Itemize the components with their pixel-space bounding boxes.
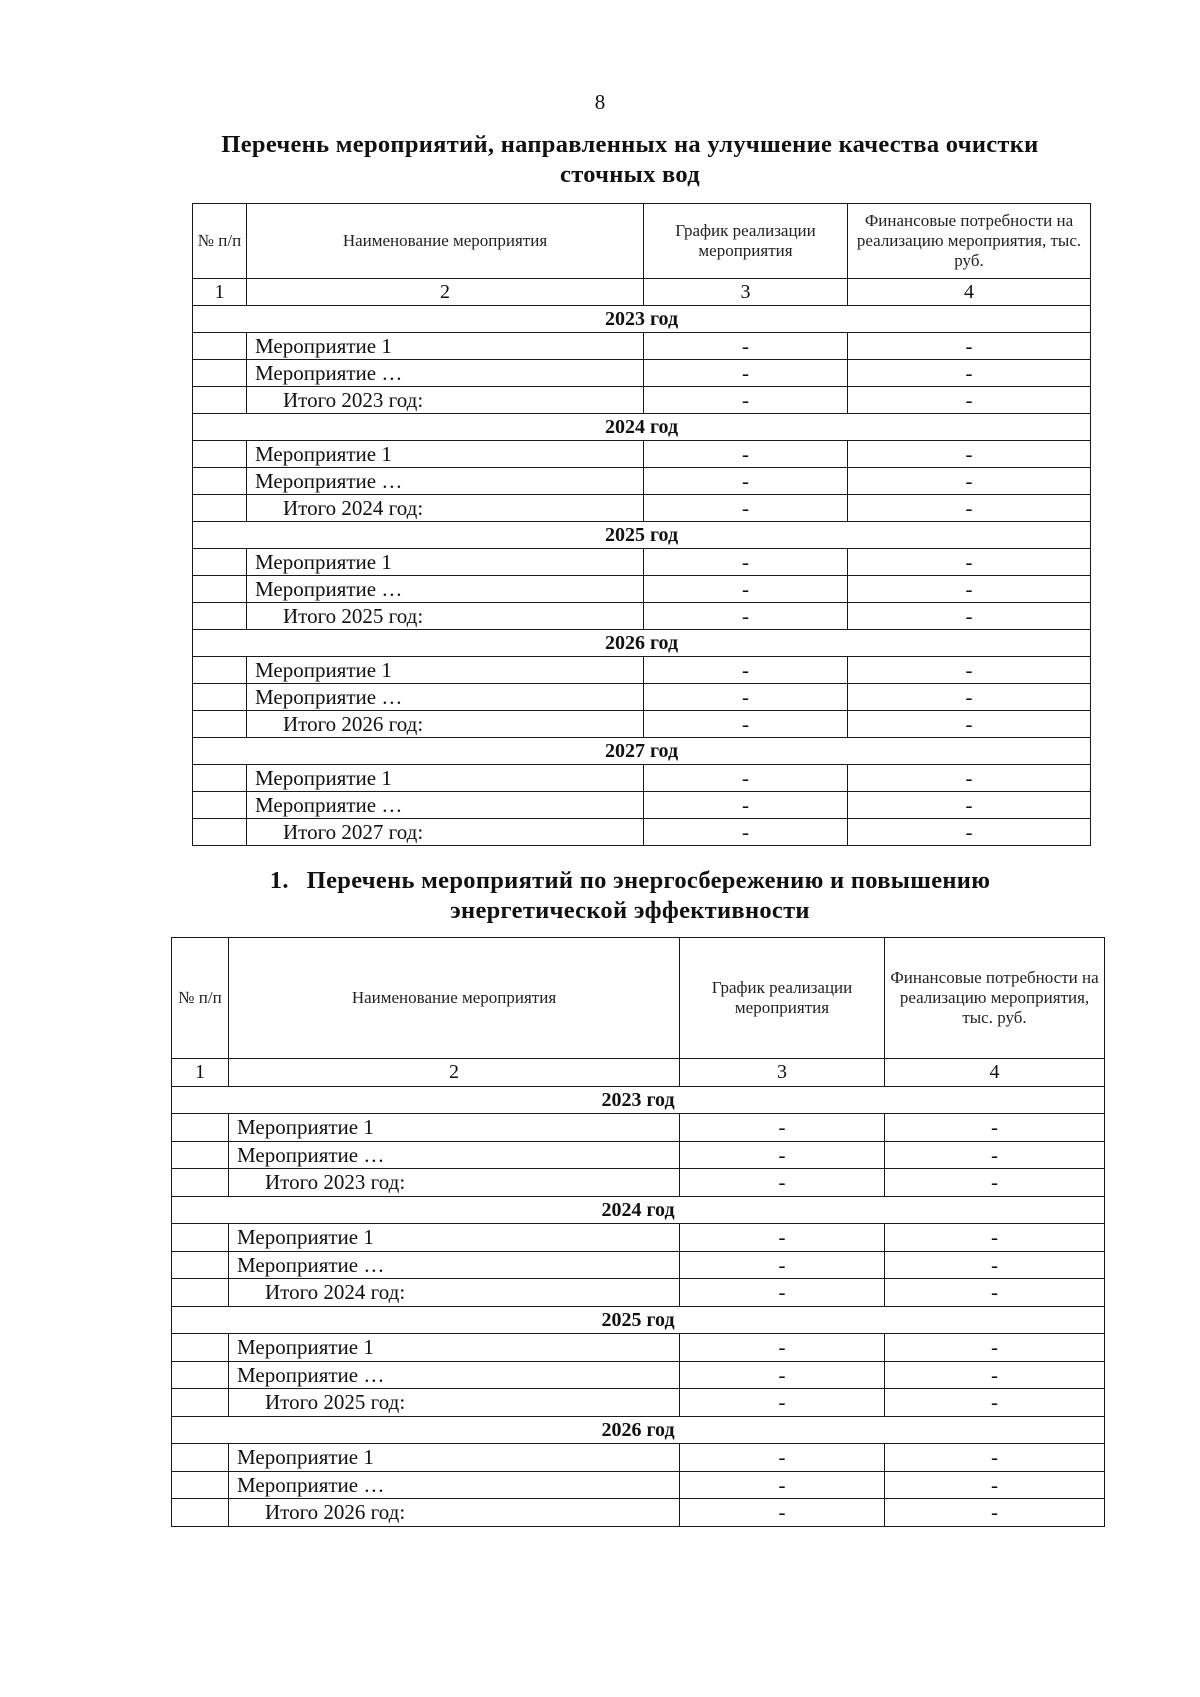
year-heading: 2024 год [172,1196,1105,1224]
schedule-value: - [644,576,848,603]
row-number [172,1389,229,1417]
header-measure-name: Наименование мероприятия [247,204,644,279]
year-heading: 2026 год [193,630,1091,657]
table-header-row [172,938,1105,1059]
schedule-value: - [680,1334,885,1362]
row-number [193,819,247,846]
row-number [193,441,247,468]
finance-value: - [885,1251,1105,1279]
row-number [193,603,247,630]
row-number [172,1141,229,1169]
year-row [172,1196,1105,1224]
table-row [193,549,1091,576]
table-row [193,333,1091,360]
finance-value: - [885,1389,1105,1417]
row-number [193,711,247,738]
finance-value: - [848,549,1091,576]
year-heading: 2026 год [172,1416,1105,1444]
header-finance: Финансовые потребности на реализацию мероприятия, тыс. руб. [848,204,1091,279]
year-heading: 2024 год [193,414,1091,441]
measure-name: Мероприятие … [229,1361,680,1389]
table-row [172,1471,1105,1499]
energy-measures-table [171,937,1105,1527]
finance-value: - [848,603,1091,630]
schedule-value: - [644,333,848,360]
measure-name: Мероприятие … [247,576,644,603]
year-row [193,738,1091,765]
schedule-value: - [644,711,848,738]
finance-value: - [885,1471,1105,1499]
total-label: Итого 2026 год: [247,711,644,738]
measure-name: Мероприятие 1 [247,333,644,360]
year-row [193,306,1091,333]
row-number [172,1471,229,1499]
year-heading: 2023 год [193,306,1091,333]
total-row [172,1499,1105,1527]
table-row [172,1444,1105,1472]
year-row [172,1306,1105,1334]
schedule-value: - [680,1224,885,1252]
column-number: 3 [644,279,848,306]
measure-name: Мероприятие 1 [247,441,644,468]
schedule-value: - [644,468,848,495]
section-title-wastewater: Перечень мероприятий, направленных на улучшение качества очистки сточных вод [221,131,1039,188]
total-label: Итого 2026 год: [229,1499,680,1527]
measure-name: Мероприятие … [247,684,644,711]
column-number: 4 [885,1059,1105,1087]
year-heading: 2023 год [172,1086,1105,1114]
column-number: 1 [193,279,247,306]
schedule-value: - [644,387,848,414]
section-title-text: Перечень мероприятий по энергосбережению и повышению энергетической эффективности [306,867,991,924]
finance-value: - [848,441,1091,468]
schedule-value: - [644,819,848,846]
header-schedule: График реализации мероприятия [644,204,848,279]
table-row [193,576,1091,603]
finance-value: - [885,1169,1105,1197]
row-number [193,657,247,684]
schedule-value: - [680,1279,885,1307]
schedule-value: - [644,792,848,819]
total-label: Итого 2024 год: [247,495,644,522]
table-row [172,1224,1105,1252]
schedule-value: - [644,603,848,630]
column-number: 2 [229,1059,680,1087]
schedule-value: - [644,441,848,468]
column-number-row [172,1059,1105,1087]
schedule-value: - [680,1114,885,1142]
finance-value: - [848,765,1091,792]
total-label: Итого 2023 год: [229,1169,680,1197]
year-row [172,1416,1105,1444]
row-number [193,360,247,387]
table-row [193,657,1091,684]
header-measure-name: Наименование мероприятия [229,938,680,1059]
row-number [193,387,247,414]
year-row [172,1086,1105,1114]
finance-value: - [885,1141,1105,1169]
total-row [193,819,1091,846]
total-label: Итого 2025 год: [247,603,644,630]
year-heading: 2025 год [172,1306,1105,1334]
row-number [172,1499,229,1527]
total-row [193,495,1091,522]
measure-name: Мероприятие 1 [229,1114,680,1142]
schedule-value: - [644,657,848,684]
schedule-value: - [644,765,848,792]
year-row [193,414,1091,441]
schedule-value: - [680,1499,885,1527]
total-row [193,711,1091,738]
schedule-value: - [644,684,848,711]
row-number [172,1361,229,1389]
total-row [193,603,1091,630]
schedule-value: - [680,1361,885,1389]
measure-name: Мероприятие … [229,1141,680,1169]
table-row [172,1334,1105,1362]
table-row [193,765,1091,792]
header-number: № п/п [193,204,247,279]
total-label: Итого 2027 год: [247,819,644,846]
row-number [193,333,247,360]
row-number [193,765,247,792]
measure-name: Мероприятие … [247,360,644,387]
row-number [172,1169,229,1197]
energy-measures-body [172,938,1105,1527]
finance-value: - [848,387,1091,414]
measure-name: Мероприятие 1 [247,549,644,576]
finance-value: - [885,1114,1105,1142]
finance-value: - [848,576,1091,603]
schedule-value: - [680,1389,885,1417]
total-row [172,1169,1105,1197]
schedule-value: - [644,549,848,576]
table-row [193,468,1091,495]
table-row [172,1251,1105,1279]
finance-value: - [885,1361,1105,1389]
total-label: Итого 2023 год: [247,387,644,414]
row-number [193,495,247,522]
total-label: Итого 2024 год: [229,1279,680,1307]
finance-value: - [885,1224,1105,1252]
year-row [193,630,1091,657]
table-header-row [193,204,1091,279]
year-heading: 2025 год [193,522,1091,549]
measure-name: Мероприятие 1 [229,1334,680,1362]
finance-value: - [885,1499,1105,1527]
row-number [172,1251,229,1279]
finance-value: - [848,684,1091,711]
header-schedule: График реализации мероприятия [680,938,885,1059]
finance-value: - [848,468,1091,495]
column-number: 1 [172,1059,229,1087]
measure-name: Мероприятие … [247,792,644,819]
year-row [193,522,1091,549]
finance-value: - [885,1334,1105,1362]
table-row [172,1114,1105,1142]
section-number: 1. [269,867,289,894]
measure-name: Мероприятие 1 [247,657,644,684]
column-number: 3 [680,1059,885,1087]
finance-value: - [848,657,1091,684]
schedule-value: - [644,360,848,387]
schedule-value: - [680,1471,885,1499]
row-number [172,1334,229,1362]
column-number: 4 [848,279,1091,306]
measure-name: Мероприятие 1 [247,765,644,792]
total-row [172,1279,1105,1307]
finance-value: - [848,819,1091,846]
section-title-energy [190,866,1070,926]
table-row [193,684,1091,711]
page-number: 8 [594,90,606,114]
finance-value: - [848,360,1091,387]
column-number-row [193,279,1091,306]
header-finance: Финансовые потребности на реализацию мероприятия, тыс. руб. [885,938,1105,1059]
finance-value: - [848,711,1091,738]
table-row [172,1361,1105,1389]
schedule-value: - [680,1141,885,1169]
year-heading: 2027 год [193,738,1091,765]
row-number [193,792,247,819]
schedule-value: - [680,1251,885,1279]
table-row [193,441,1091,468]
total-label: Итого 2025 год: [229,1389,680,1417]
measure-name: Мероприятие 1 [229,1224,680,1252]
finance-value: - [885,1279,1105,1307]
schedule-value: - [680,1444,885,1472]
row-number [172,1279,229,1307]
total-row [172,1389,1105,1417]
finance-value: - [848,792,1091,819]
measure-name: Мероприятие … [247,468,644,495]
column-number: 2 [247,279,644,306]
row-number [193,549,247,576]
schedule-value: - [680,1169,885,1197]
row-number [172,1114,229,1142]
schedule-value: - [644,495,848,522]
table-row [193,792,1091,819]
table-row [172,1141,1105,1169]
row-number [172,1224,229,1252]
measure-name: Мероприятие 1 [229,1444,680,1472]
wastewater-measures-body [193,204,1091,846]
row-number [193,684,247,711]
row-number [193,576,247,603]
finance-value: - [885,1444,1105,1472]
header-number: № п/п [172,938,229,1059]
measure-name: Мероприятие … [229,1251,680,1279]
row-number [172,1444,229,1472]
table-row [193,360,1091,387]
finance-value: - [848,495,1091,522]
finance-value: - [848,333,1091,360]
row-number [193,468,247,495]
total-row [193,387,1091,414]
wastewater-measures-table [192,203,1091,846]
measure-name: Мероприятие … [229,1471,680,1499]
